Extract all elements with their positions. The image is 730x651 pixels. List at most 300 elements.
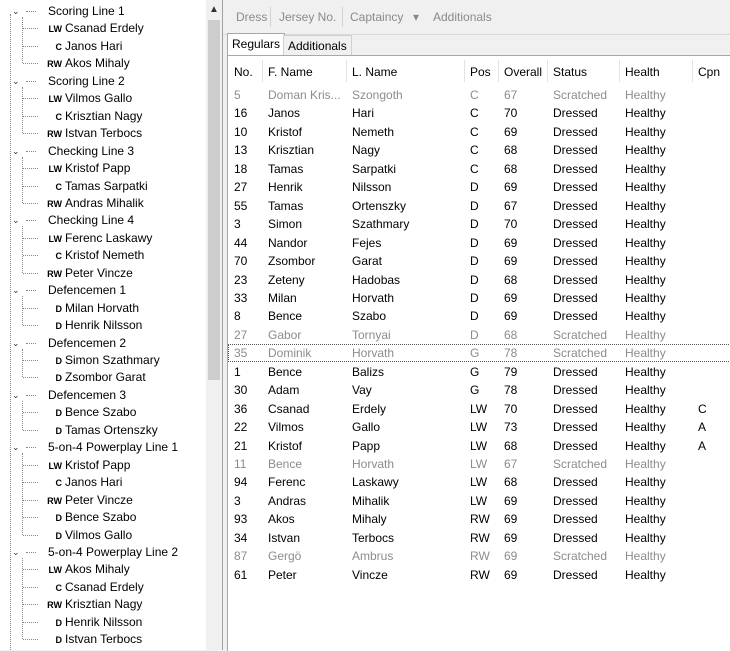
position-tag: RW <box>47 268 62 279</box>
tree-player-item[interactable] <box>42 404 136 421</box>
cell-no: 94 <box>234 475 248 490</box>
cell-last: Hadobas <box>352 272 401 287</box>
tree-group-label: Defencemen 2 <box>48 335 127 350</box>
jersey-no-button[interactable]: Jersey No. <box>279 10 337 24</box>
player-name: Istvan Terbocs <box>65 126 143 141</box>
tree-player-item[interactable] <box>42 457 130 474</box>
table-row[interactable] <box>228 86 730 104</box>
column-divider[interactable] <box>262 60 263 82</box>
cell-no: 5 <box>234 88 241 102</box>
cell-last: Nemeth <box>352 124 395 139</box>
tree-player-item[interactable] <box>42 561 130 578</box>
tree-player-item[interactable] <box>42 20 144 37</box>
column-divider[interactable] <box>547 60 548 82</box>
cell-last: Szathmary <box>352 217 410 232</box>
cell-overall: 79 <box>504 364 518 379</box>
tree-connector <box>26 552 36 553</box>
tree-player-item[interactable] <box>42 195 144 212</box>
player-name: Ferenc Laskawy <box>65 230 153 245</box>
column-divider[interactable] <box>346 60 347 82</box>
cell-last: Nagy <box>352 143 381 158</box>
tree-connector <box>23 116 38 117</box>
cell-pos: C <box>470 124 479 139</box>
cell-overall: 68 <box>504 161 518 176</box>
table-row[interactable] <box>228 234 730 252</box>
tree-connector <box>23 465 38 466</box>
tree-connector <box>23 535 38 536</box>
cell-cpn: C <box>698 401 707 416</box>
column-header[interactable]: F. Name <box>268 65 313 79</box>
cell-status: Dressed <box>553 198 598 213</box>
cell-health: Healthy <box>625 161 666 176</box>
tree-branch-line <box>22 401 23 430</box>
cell-status: Dressed <box>553 364 598 379</box>
cell-pos: LW <box>470 475 488 490</box>
cell-first: Peter <box>268 567 297 582</box>
position-tag: D <box>55 635 62 646</box>
cell-health: Healthy <box>625 383 666 398</box>
table-row[interactable] <box>228 492 730 510</box>
cell-pos: G <box>470 364 480 379</box>
tree-player-item[interactable] <box>42 108 142 125</box>
cell-status: Scratched <box>553 327 608 342</box>
cell-overall: 70 <box>504 217 518 232</box>
table-row[interactable] <box>228 363 730 381</box>
cell-first: Zsombor <box>268 254 316 269</box>
column-divider[interactable] <box>619 60 620 82</box>
cell-no: 3 <box>234 217 241 232</box>
cell-health: Healthy <box>625 364 666 379</box>
cell-last: Ortenszky <box>352 198 407 213</box>
tree-connector <box>23 28 38 29</box>
player-name: Simon Szathmary <box>65 353 160 367</box>
cell-no: 36 <box>234 401 248 416</box>
tree-connector <box>23 482 38 483</box>
cell-status: Scratched <box>553 457 608 471</box>
cell-health: Healthy <box>625 475 666 490</box>
position-tag: LW <box>48 94 62 105</box>
tree-player-item[interactable] <box>42 38 122 55</box>
position-tag: LW <box>48 460 62 471</box>
cell-first: Gergö <box>268 549 302 564</box>
cell-no: 34 <box>234 530 248 545</box>
cell-first: Andras <box>268 493 307 508</box>
column-divider[interactable] <box>692 60 693 82</box>
tree-connector <box>23 203 38 204</box>
player-name: Csanad Erdely <box>65 21 144 36</box>
tree-group[interactable] <box>12 282 127 299</box>
tree-connector <box>23 604 38 605</box>
column-header[interactable]: Overall <box>504 65 543 79</box>
cell-first: Tamas <box>268 198 304 213</box>
player-name: Milan Horvath <box>65 300 140 315</box>
cell-pos: D <box>470 309 479 324</box>
table-row[interactable] <box>228 473 730 491</box>
tree-player-item[interactable] <box>42 90 132 107</box>
cell-health: Healthy <box>625 567 666 582</box>
dress-button[interactable]: Dress <box>236 10 268 24</box>
roster-table <box>227 55 730 651</box>
tab-additionals[interactable]: Additionals <box>283 35 352 56</box>
table-row[interactable] <box>228 400 730 418</box>
tree-branch-line <box>22 558 23 639</box>
expand-chevron-icon[interactable]: ⌄ <box>12 6 20 16</box>
cell-no: 16 <box>234 106 248 121</box>
column-header[interactable]: Health <box>625 65 660 79</box>
player-name: Istvan Terbocs <box>65 632 143 647</box>
cell-status: Dressed <box>553 290 598 305</box>
tree-connector <box>23 98 38 99</box>
tree-player-item[interactable] <box>42 474 122 491</box>
lines-tree[interactable] <box>0 0 223 650</box>
cell-pos: C <box>470 161 479 176</box>
cell-overall: 69 <box>504 530 518 545</box>
player-name: Akos Mihaly <box>65 562 130 577</box>
cell-no: 93 <box>234 512 248 527</box>
tree-connector <box>26 343 36 344</box>
table-row[interactable] <box>228 381 730 399</box>
cell-status: Dressed <box>553 530 598 545</box>
cell-status: Dressed <box>553 493 598 508</box>
cell-first: Janos <box>268 106 301 121</box>
cell-last: Horvath <box>352 346 395 361</box>
table-row[interactable] <box>228 141 730 159</box>
tree-group[interactable] <box>12 212 135 229</box>
cell-no: 18 <box>234 161 248 176</box>
tree-player-item[interactable] <box>42 247 144 264</box>
cell-health: Healthy <box>625 106 666 121</box>
cell-last: Terbocs <box>352 530 395 545</box>
column-divider[interactable] <box>498 60 499 82</box>
cell-status: Scratched <box>553 88 608 102</box>
tree-group-label: 5-on-4 Powerplay Line 2 <box>48 544 179 559</box>
column-header[interactable]: Cpn <box>698 65 721 79</box>
cell-overall: 70 <box>504 106 518 121</box>
cell-first: Tamas <box>268 161 304 176</box>
cell-first: Ferenc <box>268 475 306 490</box>
table-row[interactable] <box>228 437 730 455</box>
position-tag: C <box>55 181 62 192</box>
cell-overall: 69 <box>504 512 518 527</box>
cell-overall: 70 <box>504 401 518 416</box>
cell-pos: D <box>470 235 479 250</box>
player-name: Akos Mihaly <box>65 56 130 71</box>
tree-group[interactable] <box>12 335 127 352</box>
column-header[interactable]: L. Name <box>352 65 398 79</box>
cell-health: Healthy <box>625 327 666 342</box>
table-row[interactable] <box>228 418 730 436</box>
table-row[interactable] <box>228 529 730 547</box>
tree-player-item[interactable] <box>42 509 136 526</box>
expand-chevron-icon[interactable]: ⌄ <box>12 442 20 453</box>
cell-status: Dressed <box>553 254 598 269</box>
cell-last: Mihaly <box>352 512 387 527</box>
cell-pos: RW <box>470 549 490 564</box>
cell-last: Nilsson <box>352 180 392 195</box>
tree-branch-line <box>22 157 23 203</box>
column-header[interactable]: Pos <box>470 65 491 79</box>
tree-player-item[interactable] <box>42 317 142 334</box>
cell-pos: D <box>470 217 479 232</box>
cell-first: Nandor <box>268 235 308 250</box>
tree-player-item[interactable] <box>42 422 158 439</box>
tree-group-label: Defencemen 1 <box>48 283 127 298</box>
cell-overall: 69 <box>504 549 518 564</box>
cell-pos: C <box>470 106 479 121</box>
cell-overall: 68 <box>504 327 518 342</box>
cell-pos: LW <box>470 457 488 471</box>
cell-last: Sarpatki <box>352 161 397 176</box>
position-tag: D <box>55 408 62 419</box>
tree-group-label: Checking Line 3 <box>48 143 135 158</box>
cell-status: Dressed <box>553 143 598 158</box>
cell-status: Dressed <box>553 272 598 287</box>
cell-overall: 69 <box>504 124 518 139</box>
cell-first: Henrik <box>268 180 303 195</box>
cell-pos: G <box>470 383 480 398</box>
position-tag: D <box>55 303 62 314</box>
cell-status: Dressed <box>553 567 598 582</box>
position-tag: LW <box>48 164 62 175</box>
column-header[interactable]: Status <box>553 65 588 79</box>
tree-connector <box>26 447 36 448</box>
player-name: Zsombor Garat <box>65 370 146 385</box>
tree-player-item[interactable] <box>42 527 132 544</box>
captaincy-button[interactable]: Captaincy <box>350 10 404 24</box>
cell-overall: 69 <box>504 567 518 582</box>
tree-player-item[interactable] <box>42 579 144 596</box>
tree-player-item[interactable] <box>42 596 142 613</box>
cell-pos: LW <box>470 420 488 435</box>
additionals-button[interactable]: Additionals <box>433 10 492 24</box>
expand-chevron-icon[interactable]: ⌄ <box>12 215 20 226</box>
cell-health: Healthy <box>625 309 666 324</box>
tree-group[interactable] <box>12 143 135 160</box>
cell-first: Akos <box>268 512 295 527</box>
cell-overall: 69 <box>504 235 518 250</box>
toolbar <box>223 0 730 35</box>
player-name: Janos Hari <box>65 38 123 53</box>
position-tag: D <box>55 513 62 524</box>
tree-connector <box>23 377 38 378</box>
tree-player-item[interactable] <box>42 492 133 509</box>
tree-player-item[interactable] <box>42 265 133 282</box>
cell-pos: D <box>470 327 479 342</box>
position-tag: D <box>55 356 62 366</box>
cell-pos: LW <box>470 401 488 416</box>
tree-group[interactable] <box>12 544 179 561</box>
player-name: Vilmos Gallo <box>65 91 133 106</box>
cell-first: Milan <box>268 290 297 305</box>
scroll-up-icon[interactable]: ▲ <box>209 4 219 15</box>
cell-overall: 67 <box>504 198 518 213</box>
player-name: Andras Mihalik <box>65 195 144 210</box>
cell-overall: 69 <box>504 290 518 305</box>
table-row[interactable] <box>228 547 730 565</box>
cell-overall: 78 <box>504 346 518 361</box>
expand-chevron-icon[interactable]: ⌄ <box>12 389 20 400</box>
cell-pos: RW <box>470 567 490 582</box>
cell-no: 10 <box>234 124 248 139</box>
cell-health: Healthy <box>625 530 666 545</box>
expand-chevron-icon[interactable]: ⌄ <box>12 75 20 86</box>
tree-player-item[interactable] <box>42 631 142 648</box>
cell-last: Vay <box>352 383 372 398</box>
tree-connector <box>23 325 38 326</box>
cell-health: Healthy <box>625 493 666 508</box>
cell-no: 13 <box>234 143 248 158</box>
cell-status: Dressed <box>553 438 598 453</box>
player-name: Peter Vincze <box>65 492 133 507</box>
tree-connector <box>23 186 38 187</box>
position-tag: D <box>55 373 62 384</box>
cell-last: Horvath <box>352 290 395 305</box>
tree-group[interactable] <box>12 73 125 90</box>
position-tag: RW <box>47 59 62 70</box>
tree-player-item[interactable] <box>42 230 152 247</box>
tree-group[interactable] <box>12 387 127 404</box>
tree-connector <box>23 308 38 309</box>
cell-first: Csanad <box>268 401 310 416</box>
cell-health: Healthy <box>625 346 666 361</box>
tab-regulars[interactable]: Regulars <box>227 33 285 56</box>
player-name: Janos Hari <box>65 475 123 490</box>
position-tag: D <box>55 617 62 628</box>
cell-no: 55 <box>234 198 248 213</box>
cell-first: Bence <box>268 309 303 324</box>
cell-health: Healthy <box>625 124 666 139</box>
cell-pos: RW <box>470 530 490 545</box>
cell-no: 1 <box>234 364 241 379</box>
tree-branch-line <box>22 226 23 272</box>
player-name: Csanad Erdely <box>65 579 144 594</box>
table-row[interactable] <box>228 215 730 233</box>
tree-group[interactable] <box>12 3 125 20</box>
expand-chevron-icon[interactable]: ⌄ <box>12 145 20 156</box>
cell-last: Szabo <box>352 309 387 324</box>
tree-group-label: Checking Line 4 <box>48 213 135 228</box>
tree-player-item[interactable] <box>42 369 146 386</box>
table-row[interactable] <box>228 123 730 141</box>
cell-health: Healthy <box>625 549 666 564</box>
tree-branch-line <box>22 17 23 63</box>
tree-connector <box>23 168 38 169</box>
cell-status: Dressed <box>553 217 598 232</box>
position-tag: C <box>55 111 62 122</box>
expand-chevron-icon[interactable]: ⌄ <box>12 546 20 557</box>
table-row[interactable] <box>228 197 730 215</box>
position-tag: D <box>55 530 62 541</box>
cell-health: Healthy <box>625 457 666 471</box>
position-tag: LW <box>48 24 62 35</box>
cell-pos: RW <box>470 512 490 527</box>
cell-last: Szongoth <box>352 88 403 102</box>
tree-player-item[interactable] <box>42 178 148 195</box>
column-divider[interactable] <box>464 60 465 82</box>
tree-scrollbar[interactable] <box>206 0 222 650</box>
tree-player-item[interactable] <box>42 300 139 317</box>
cell-pos: D <box>470 180 479 195</box>
expand-chevron-icon[interactable]: ⌄ <box>12 285 20 296</box>
cell-no: 27 <box>234 327 248 342</box>
tree-branch-line <box>22 87 23 133</box>
cell-no: 11 <box>234 457 247 471</box>
tree-group[interactable] <box>12 439 179 456</box>
player-name: Henrik Nilsson <box>65 318 143 333</box>
cell-last: Laskawy <box>352 475 399 490</box>
cell-overall: 73 <box>504 420 518 435</box>
cell-no: 23 <box>234 272 248 287</box>
tree-player-item[interactable] <box>42 55 130 72</box>
cell-health: Healthy <box>625 180 666 195</box>
position-tag: LW <box>48 565 62 576</box>
position-tag: C <box>55 251 62 262</box>
tree-connector <box>23 500 38 501</box>
expand-chevron-icon[interactable]: ⌄ <box>12 337 20 348</box>
tree-player-item[interactable] <box>42 614 142 631</box>
cell-health: Healthy <box>625 143 666 158</box>
cell-pos: C <box>470 88 479 102</box>
table-row[interactable] <box>228 326 730 344</box>
tree-connector <box>23 622 38 623</box>
tree-connector <box>23 255 38 256</box>
cell-pos: LW <box>470 493 488 508</box>
cell-last: Vincze <box>352 567 388 582</box>
tree-player-item[interactable] <box>42 125 142 142</box>
cell-last: Balizs <box>352 364 385 379</box>
tree-connector <box>23 569 38 570</box>
tree-player-item[interactable] <box>42 160 130 177</box>
table-row[interactable] <box>228 344 730 362</box>
tree-connector <box>26 81 36 82</box>
table-row[interactable] <box>228 104 730 122</box>
tree-connector <box>23 412 38 413</box>
table-row[interactable] <box>228 271 730 289</box>
cell-status: Dressed <box>553 309 598 324</box>
table-row[interactable] <box>228 455 730 473</box>
player-name: Peter Vincze <box>65 265 133 280</box>
cell-status: Dressed <box>553 180 598 195</box>
cell-overall: 67 <box>504 88 518 102</box>
cell-no: 8 <box>234 309 241 324</box>
table-row[interactable] <box>228 289 730 307</box>
table-row[interactable] <box>228 307 730 325</box>
column-header[interactable]: No. <box>234 65 253 79</box>
table-row[interactable] <box>228 178 730 196</box>
tree-player-item[interactable] <box>42 352 160 369</box>
cell-no: 33 <box>234 290 248 305</box>
table-row[interactable] <box>228 510 730 528</box>
cell-overall: 69 <box>504 493 518 508</box>
scrollbar-thumb[interactable] <box>208 20 220 380</box>
cell-no: 35 <box>234 346 248 361</box>
chevron-down-icon[interactable]: ▾ <box>413 10 420 24</box>
cell-last: Horvath <box>352 457 395 471</box>
tree-connector <box>26 395 36 396</box>
table-row[interactable] <box>228 252 730 270</box>
cell-last: Hari <box>352 106 375 121</box>
cell-health: Healthy <box>625 217 666 232</box>
tree-connector <box>23 430 38 431</box>
tree-group-label: Scoring Line 2 <box>48 73 125 88</box>
table-row[interactable] <box>228 160 730 178</box>
cell-first: Doman Kris... <box>268 88 341 102</box>
position-tag: C <box>55 41 62 52</box>
cell-health: Healthy <box>625 290 666 305</box>
tree-branch-line <box>22 453 23 534</box>
table-row[interactable] <box>228 566 730 584</box>
roster-panel <box>223 0 730 650</box>
